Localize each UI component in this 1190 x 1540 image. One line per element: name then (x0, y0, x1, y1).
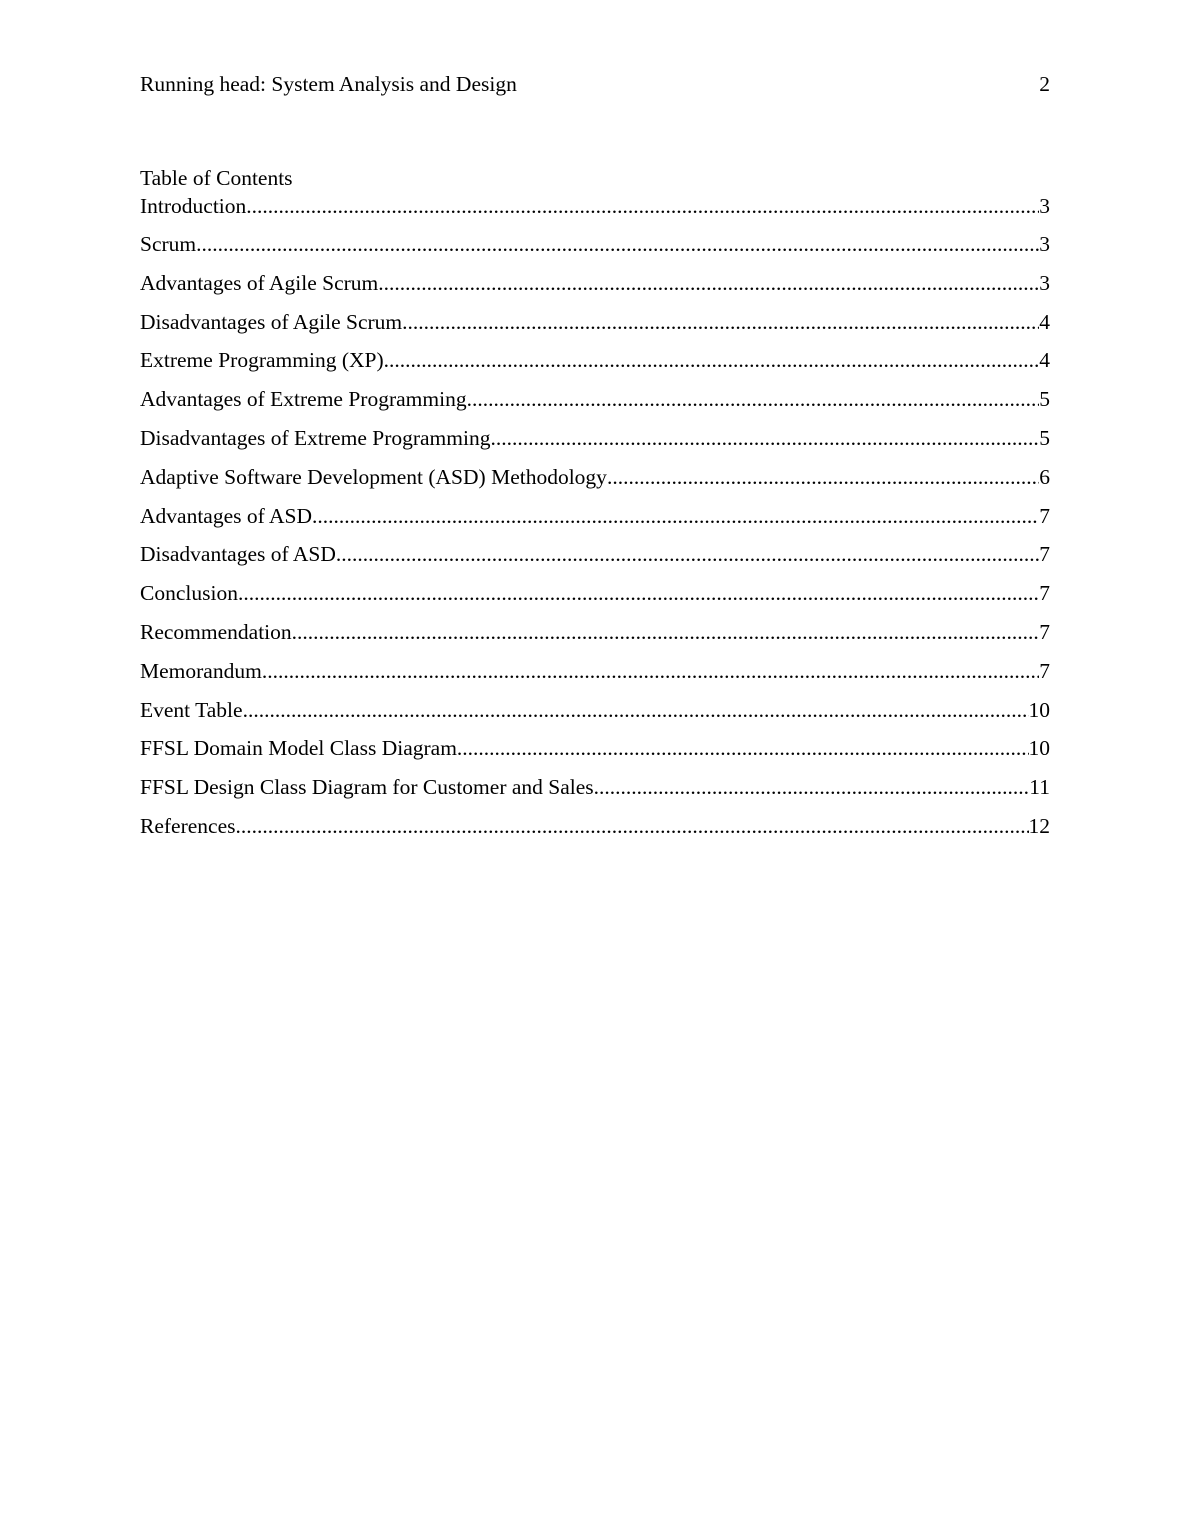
page-header (140, 70, 1050, 98)
toc-entry-page: 4 (1039, 309, 1050, 334)
toc-dot-leader (467, 385, 1040, 413)
toc-entry-advantages-asd[interactable] (140, 502, 1050, 541)
toc-dot-leader (238, 579, 1039, 607)
toc-dot-leader (312, 502, 1039, 530)
toc-dot-leader (292, 618, 1040, 646)
toc-dot-leader (594, 773, 1030, 801)
toc-entry-page: 7 (1039, 619, 1050, 644)
toc-entry-label: Disadvantages of Agile Scrum (140, 309, 403, 334)
toc-entry-page: 11 (1029, 775, 1050, 800)
toc-dot-leader (243, 696, 1029, 724)
toc-entry-page: 5 (1039, 425, 1050, 450)
toc-dot-leader (378, 269, 1039, 297)
toc-entry-label: Adaptive Software Development (ASD) Methodology (140, 464, 607, 489)
toc-entry-page: 7 (1039, 658, 1050, 683)
toc-entry-disadvantages-extreme-programming[interactable] (140, 424, 1050, 463)
toc-entry-page: 7 (1039, 581, 1050, 606)
toc-entry-page: 10 (1028, 736, 1050, 761)
toc-entry-label: Extreme Programming (XP) (140, 348, 384, 373)
table-of-contents (140, 164, 1050, 851)
toc-entry-label: Recommendation (140, 619, 292, 644)
toc-dot-leader (262, 657, 1039, 685)
toc-entry-disadvantages-asd[interactable] (140, 540, 1050, 579)
toc-entry-references[interactable] (140, 812, 1050, 851)
toc-dot-leader (402, 308, 1039, 336)
toc-entry-conclusion[interactable] (140, 579, 1050, 618)
toc-entry-label: Advantages of Extreme Programming (140, 387, 467, 412)
toc-entry-label: Memorandum (140, 658, 262, 683)
toc-title: Table of Contents (140, 166, 293, 190)
toc-entry-label: FFSL Domain Model Class Diagram (140, 736, 457, 761)
toc-entry-page: 12 (1028, 813, 1050, 838)
toc-entry-scrum[interactable] (140, 230, 1050, 269)
toc-entry-label: Scrum (140, 232, 197, 256)
toc-dot-leader (490, 424, 1039, 452)
toc-dot-leader (336, 540, 1039, 568)
toc-entry-label: Introduction (140, 194, 247, 218)
toc-entry-label: Advantages of ASD (140, 503, 312, 528)
toc-entry-event-table[interactable] (140, 696, 1050, 735)
toc-entry-label: Event Table (140, 697, 243, 722)
toc-entry-label: Conclusion (140, 581, 238, 606)
toc-entry-disadvantages-agile-scrum[interactable] (140, 308, 1050, 347)
toc-entry-label: FFSL Design Class Diagram for Customer and Sales (140, 775, 594, 800)
toc-entry-design-class-diagram[interactable] (140, 773, 1050, 812)
toc-entry-label: Advantages of Agile Scrum (140, 270, 379, 295)
toc-entry-page: 3 (1039, 270, 1050, 295)
toc-entry-page: 10 (1028, 697, 1050, 722)
running-head: Running head: System Analysis and Design (140, 72, 517, 96)
toc-entry-page: 6 (1039, 464, 1050, 489)
toc-dot-leader (236, 812, 1029, 840)
page-number: 2 (1039, 72, 1050, 96)
toc-entry-page: 7 (1039, 542, 1050, 567)
toc-entry-recommendation[interactable] (140, 618, 1050, 657)
toc-entry-memorandum[interactable] (140, 657, 1050, 696)
toc-entry-page: 3 (1039, 194, 1050, 218)
toc-list (140, 192, 1050, 851)
toc-entry-advantages-agile-scrum[interactable] (140, 269, 1050, 308)
toc-entry-page: 7 (1039, 503, 1050, 528)
toc-entry-extreme-programming[interactable] (140, 346, 1050, 385)
toc-dot-leader (384, 346, 1040, 374)
toc-entry-advantages-extreme-programming[interactable] (140, 385, 1050, 424)
toc-entry-introduction[interactable] (140, 192, 1050, 230)
toc-dot-leader (246, 192, 1039, 220)
toc-entry-domain-model-class-diagram[interactable] (140, 734, 1050, 773)
toc-entry-label: Disadvantages of Extreme Programming (140, 425, 491, 450)
toc-entry-label: Disadvantages of ASD (140, 542, 336, 567)
toc-entry-asd-methodology[interactable] (140, 463, 1050, 502)
toc-dot-leader (457, 734, 1029, 762)
toc-entry-page: 5 (1039, 387, 1050, 412)
toc-entry-page: 3 (1039, 232, 1050, 256)
toc-entry-page: 4 (1039, 348, 1050, 373)
toc-dot-leader (607, 463, 1039, 491)
toc-dot-leader (196, 230, 1039, 258)
toc-entry-label: References (140, 813, 236, 838)
